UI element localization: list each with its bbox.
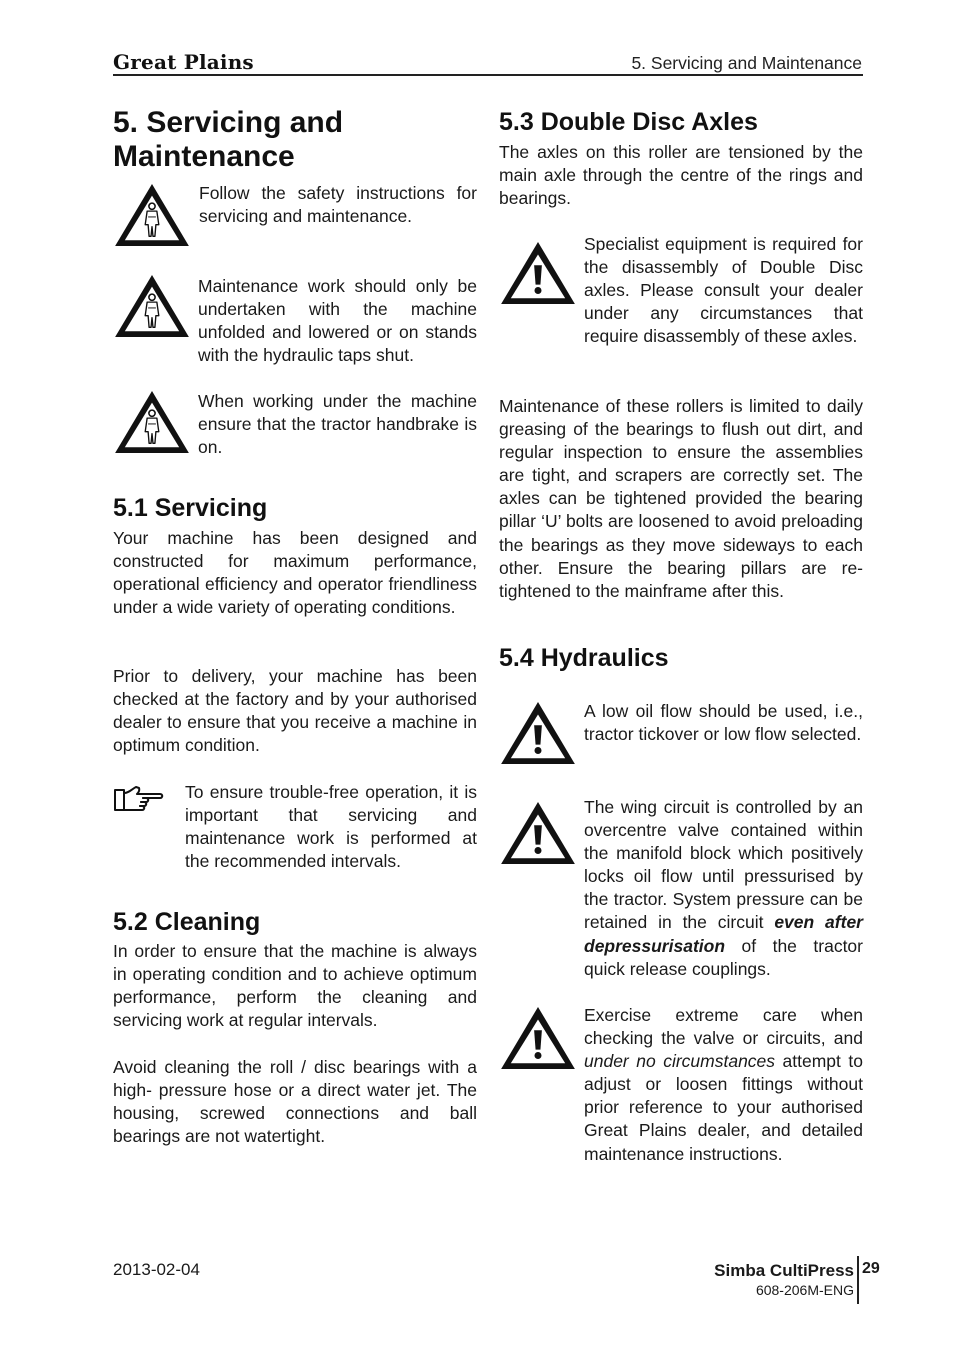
footer-date: 2013-02-04 — [113, 1260, 200, 1279]
axles-paragraph-2: Maintenance of these rollers is limited to daily greasing of the bearings to flush out dirt, and regular inspection to ensure the assemblies are tight, and scrapers are correctly set. The axles can be tightened provided the bearing pillar ‘U’ bolts are loosened to avoid preloading the bearings as they move sideways to each other. Ensure the bearing pillars are re- tightened to the mainframe after this. — [499, 396, 863, 601]
person-warning-icon — [113, 182, 191, 248]
running-header-title: 5. Servicing and Maintenance — [631, 53, 862, 73]
axles-paragraph-1: The axles on this roller are tensioned by the main axle through the centre of the rings and bearings. — [499, 142, 863, 209]
servicing-tip-note: To ensure trouble-free operation, it is important that servicing and maintenance work is performed at the recommended intervals. — [185, 782, 477, 872]
person-warning-icon — [113, 273, 191, 339]
cleaning-paragraph-2: Avoid cleaning the roll / disc bearings with a high- pressure hose or a direct water jet. The housing, screwed connections and ball bearings are not watertight. — [113, 1057, 477, 1147]
hydraulics-warning-2-text-b: of the tractor quick release couplings. — [584, 935, 863, 979]
hydraulics-warning-2-emphasis: even after depressurisation — [584, 912, 863, 956]
hydraulics-warning-3 — [584, 1004, 863, 1166]
footer-document-code: 608-206M-ENG — [755, 1282, 854, 1298]
servicing-paragraph-2: Prior to delivery, your machine has been checked at the factory and by your authorised dealer to ensure that you receive a machine in optimum condition. — [113, 666, 477, 756]
servicing-paragraph-1: Your machine has been designed and constructed for maximum performance, operational efficiency and operator friendliness under a wide variety of operating conditions. — [113, 528, 477, 618]
hydraulics-warning-2-text-a: The wing circuit is controlled by an overcentre valve contained within the manifold block which positively locks oil flow until pressurised by the tractor. System pressure can be retained in the circuit — [584, 797, 863, 933]
hydraulics-warning-3-text-b: attempt to adjust or loosen fittings without prior reference to your authorised Great Plains dealer, and detailed maintenance instructions. — [584, 1051, 863, 1164]
pointing-hand-icon — [113, 784, 165, 814]
safety-note-1: Follow the safety instructions for servicing and maintenance. — [199, 183, 477, 227]
section-heading-hydraulics: 5.4 Hydraulics — [499, 644, 669, 672]
footer-divider — [857, 1256, 859, 1304]
hydraulics-warning-3-emphasis: under no circumstances — [584, 1051, 776, 1072]
axles-warning-note: Specialist equipment is required for the disassembly of Double Disc axles. Please consult your dealer under any circumstances that require disassembly of these axles. — [584, 234, 863, 347]
hydraulics-warning-2 — [584, 796, 863, 981]
hydraulics-warning-3-text-a: Exercise extreme care when checking the valve or circuits, and — [584, 1005, 863, 1049]
section-heading-axles: 5.3 Double Disc Axles — [499, 108, 758, 136]
brand-logo-text: Great Plains — [113, 50, 254, 74]
section-heading-cleaning: 5.2 Cleaning — [113, 908, 261, 936]
safety-note-3: When working under the machine ensure that the tractor handbrake is on. — [198, 391, 477, 458]
chapter-title: 5. Servicing and Maintenance — [113, 106, 344, 173]
footer-product-name: Simba CultiPress — [714, 1261, 854, 1280]
exclamation-warning-icon — [499, 1005, 577, 1071]
safety-note-2: Maintenance work should only be undertaken with the machine unfolded and lowered or on stands with the hydraulic taps shut. — [198, 276, 477, 366]
exclamation-warning-icon — [499, 800, 577, 866]
hydraulics-warning-1: A low oil flow should be used, i.e., tractor tickover or low flow selected. — [584, 701, 863, 745]
exclamation-warning-icon — [499, 700, 577, 766]
header-rule — [113, 74, 863, 76]
exclamation-warning-icon — [499, 240, 577, 306]
footer-page-number: 29 — [862, 1260, 880, 1277]
section-heading-servicing: 5.1 Servicing — [113, 494, 268, 522]
person-warning-icon — [113, 389, 191, 455]
cleaning-paragraph-1: In order to ensure that the machine is always in operating condition and to achieve optimum performance, perform the cleaning and servicing work at regular intervals. — [113, 941, 477, 1031]
